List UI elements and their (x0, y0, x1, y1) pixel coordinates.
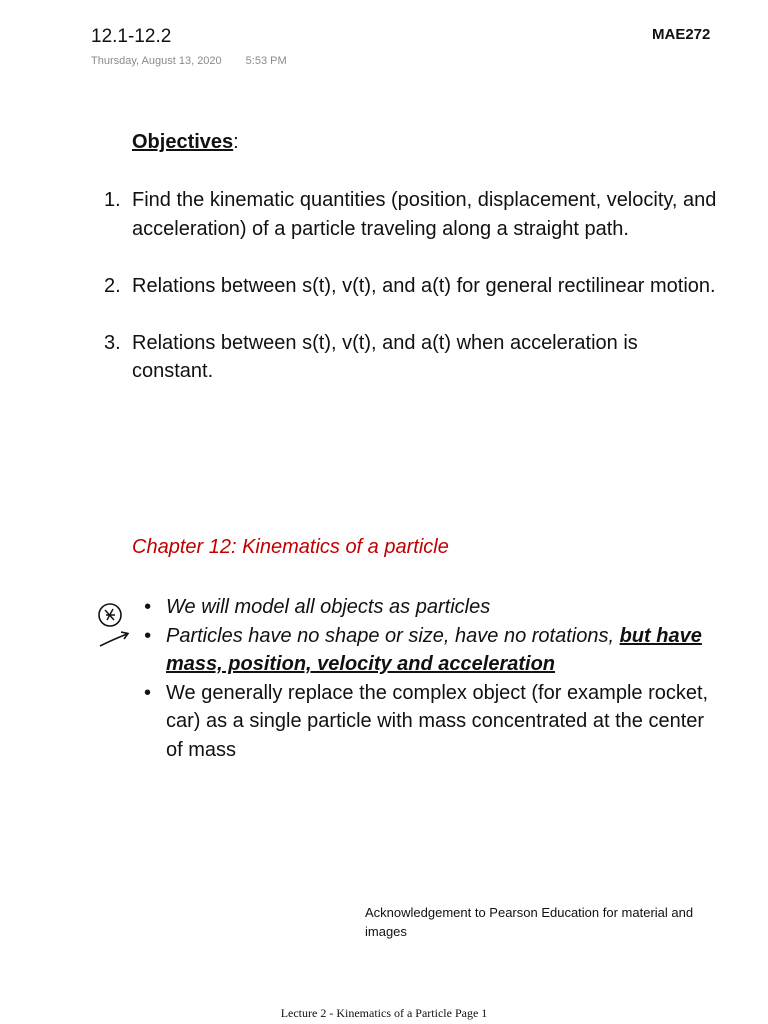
page-title: 12.1-12.2 (91, 26, 172, 47)
chapter-bullet-list (144, 593, 724, 764)
objective-text: Find the kinematic quantities (position, displacement, velocity, and acceleration) of a particle traveling along a straight path. (132, 189, 717, 240)
bullet-item (144, 679, 724, 765)
objectives-heading-label: Objectives (132, 131, 234, 153)
bullet-item (144, 593, 724, 622)
objectives-heading (132, 131, 239, 154)
objective-text: Relations between s(t), v(t), and a(t) when acceleration is constant. (132, 331, 638, 382)
bullet-text: We will model all objects as particles (166, 596, 491, 618)
bullet-emphasis: but have mass, position, velocity and acceleration (166, 624, 702, 675)
course-code: MAE272 (652, 26, 711, 43)
note-time: 5:53 PM (245, 55, 287, 67)
note-timestamp (91, 55, 287, 67)
bullet-glyph: • (144, 596, 152, 618)
bullet-text: Particles have no shape or size, have no rotations, (166, 624, 620, 647)
page-footer: Lecture 2 - Kinematics of a Particle Page 1 (280, 1006, 488, 1020)
objectives-list (104, 186, 724, 414)
handwritten-annotation-icon (94, 598, 134, 650)
bullet-glyph: • (144, 624, 152, 647)
objective-item (104, 272, 724, 301)
objectives-heading-colon: : (233, 131, 239, 153)
note-date: Thursday, August 13, 2020 (91, 55, 222, 67)
objective-number: 3. (104, 331, 121, 354)
chapter-heading: Chapter 12: Kinematics of a particle (132, 536, 449, 558)
acknowledgement-text: Acknowledgement to Pearson Education for material and images (365, 905, 694, 939)
objective-text: Relations between s(t), v(t), and a(t) for general rectilinear motion. (132, 274, 716, 297)
objective-item (104, 186, 724, 243)
objective-item (104, 329, 724, 386)
objective-number: 1. (104, 189, 121, 211)
bullet-item (144, 622, 724, 679)
objective-number: 2. (104, 274, 121, 297)
bullet-text: We generally replace the complex object (for example rocket, car) as a single particle with mass concentrated at the center of mass (166, 681, 709, 761)
bullet-glyph: • (144, 681, 152, 704)
